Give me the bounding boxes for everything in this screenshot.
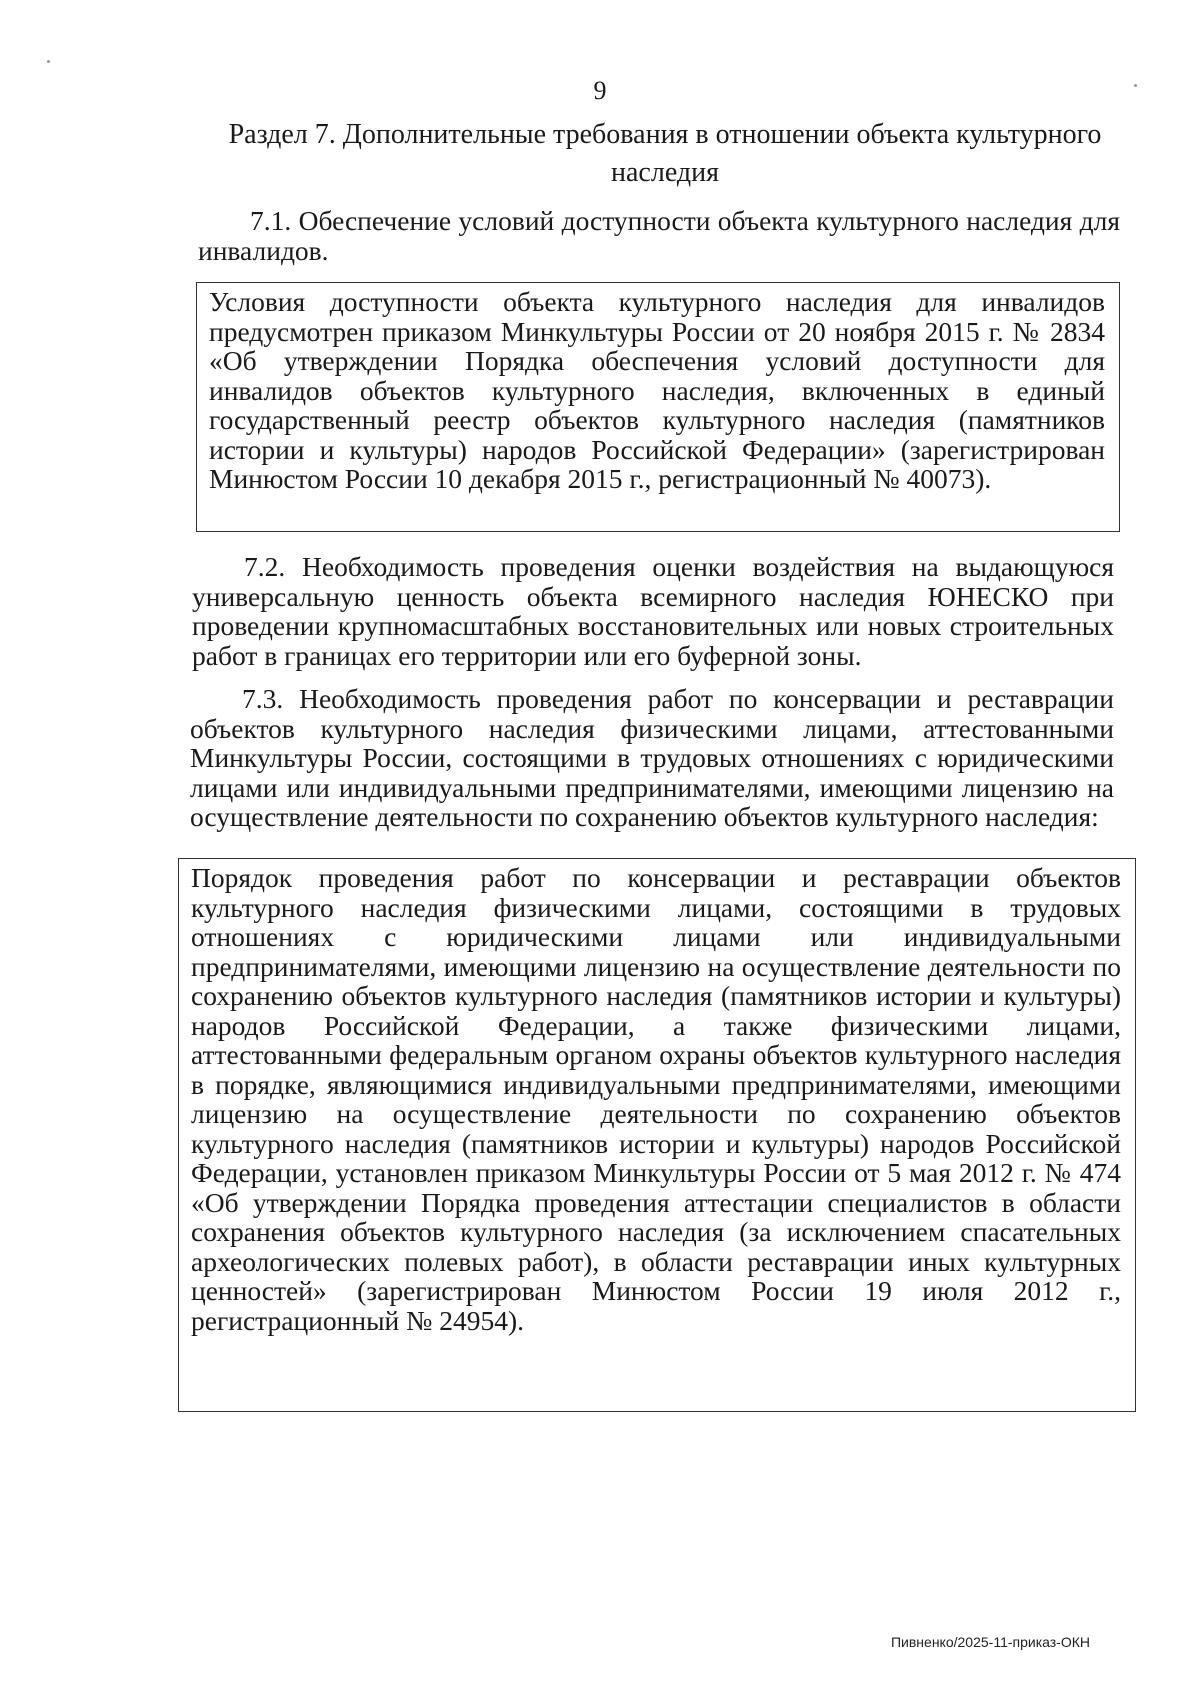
paragraph-7-1: 7.1. Обеспечение условий доступности объекта культурного наследия для инвалидов. — [198, 205, 1120, 266]
box-text: Порядок проведения работ по консервации и реставрации объектов культурного наследия физическими лицами, состоящими в трудовых отношениях с юридическими лицами или индивидуальными предпринимателями, имеющими лицензию на осуществление деятельности по сохранению объектов культурного наследия (памятников истории и культуры) народов Российской Федерации, а также физическими лицами, аттестованными федеральным органом охраны объектов культурного наследия в порядке, являющимися индивидуальными предпринимателями, имеющими лицензию на осуществление деятельности по сохранению объектов культурного наследия (памятников истории и культуры) народов Российской Федерации, установлен приказом Минкультуры России от 5 мая 2012 г. № 474 «Об утверждении Порядка проведения аттестации специалистов в области сохранения объектов культурного наследия (за исключением спасательных археологических полевых работ), в области реставрации иных культурных ценностей» (зарегистрирован Минюстом России 19 июля 2012 г., регистрационный № 24954). — [191, 862, 1121, 1336]
paragraph-7-2: 7.2. Необходимость проведения оценки воздействия на выдающуюся универсальную ценность объекта всемирного наследия ЮНЕСКО при проведении крупномасштабных восстановительных или новых строительных работ в границах его территории или его буферной зоны. — [192, 551, 1114, 671]
paragraph-7-3: 7.3. Необходимость проведения работ по консервации и реставрации объектов культурного наследия физическими лицами, аттестованными Минкультуры России, состоящими в трудовых отношениях с юридическими лицами или индивидуальными предпринимателями, имеющими лицензию на осуществление деятельности по сохранению объектов культурного наследия: — [190, 683, 1114, 832]
section-title: Раздел 7. Дополнительные требования в отношении объекта культурного наследия — [228, 119, 1102, 188]
text-box-accessibility — [196, 282, 1120, 532]
document-code: Пивненко/2025-11-приказ-ОКН — [890, 1634, 1090, 1650]
page-number: 9 — [593, 76, 607, 105]
text-box-restoration-order — [178, 858, 1136, 1412]
scan-speck — [47, 60, 50, 63]
box-text: Условия доступности объекта культурного наследия для инвалидов предусмотрен приказом Минкультуры России от 20 ноября 2015 г. № 2834 «Об утверждении Порядка обеспечения условий доступности для инвалидов объектов культурного наследия, включенных в единый государственный реестр объектов культурного наследия (памятников истории и культуры) народов Российской Федерации» (зарегистрирован Минюстом России 10 декабря 2015 г., регистрационный № 40073). — [209, 286, 1105, 494]
